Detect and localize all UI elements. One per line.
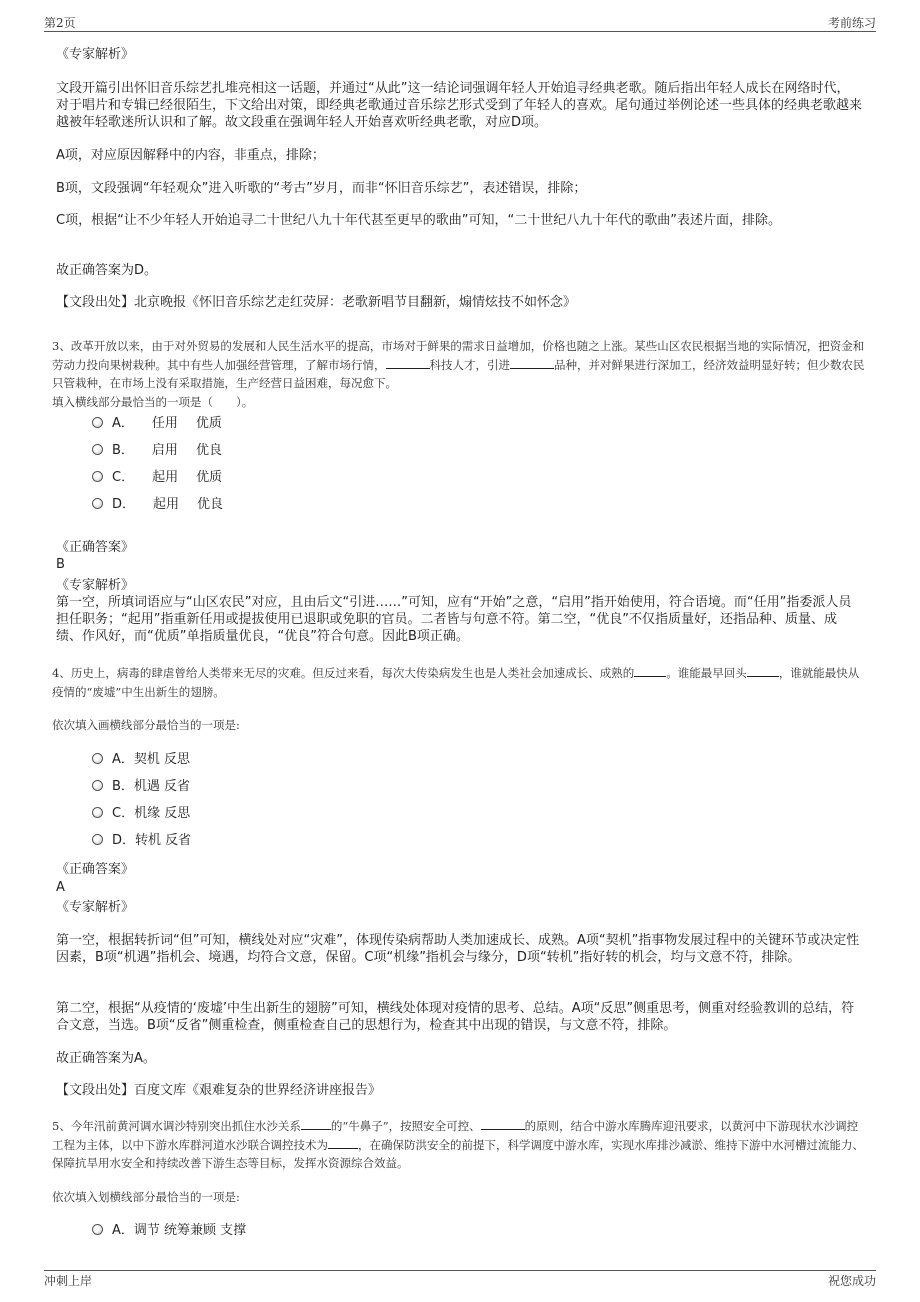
q2-source: 【文段出处】北京晚报《怀旧音乐综艺走红荧屏：老歌新唱节目翻新，煽情炫技不如怀念》	[56, 295, 577, 310]
q4-analysis-para1: 第一空，根据转折词“但”可知，横线处对应“灾难”，体现传染病帮助人类加速成长、成熟。A项“契机”指事物发展过程中的关键环节或决定性因素，B项“机遇”指机会、境遇，均符合文意，保留。C项“机缘”指机会与缘分，D项“转机”指好转的机会，均与文意不符，排除。	[56, 933, 860, 965]
q5-option-a[interactable]: A．调节 统筹兼顾 支撑	[92, 1222, 246, 1240]
q4-answer-heading: 《正确答案》	[56, 862, 135, 877]
radio-icon[interactable]	[92, 834, 103, 845]
radio-icon[interactable]	[92, 471, 103, 482]
q3-analysis: 第一空，所填词语应与“山区农民”对应，且由后文“引进……”可知，应有“开始”之意，“启用”指开始使用，符合语境。而“任用”指委派人员担任职务；“起用”指重新任用或提拔使用已退职或免职的官员。二者皆与句意不符。第二空，“优良”不仅指质量好，还指品种、质量、成绩、作风好，而“优质”单指质量优良，“优良”符合句意。因此B项正确。	[56, 595, 852, 644]
q4-option-d[interactable]: D．转机 反省	[92, 832, 191, 850]
q2-analysis-para2: A项，对应原因解释中的内容，非重点，排除；	[56, 148, 325, 163]
radio-icon[interactable]	[92, 1224, 103, 1235]
header-title: 考前练习	[827, 16, 876, 30]
radio-icon[interactable]	[92, 807, 103, 818]
q5-stem: 5、今年汛前黄河调水调沙特别突出抓住水沙关系 的“牛鼻子”，按照安全可控、 的原则，结合中游水库腾库迎汛要求，以黄河中下游现状水沙调控工程为主体，以中下游水库群河道水沙联合调控技术为 ，在确保防洪安全的前提下，科学调度中游水库，实现水库排沙减淤、维持下游中水河槽过流能力、保障抗旱用水安全和持续改善下游生态等目标，发挥水资源综合效益。	[52, 1119, 864, 1170]
q4-answer: A	[56, 880, 65, 895]
q3-option-d[interactable]: D． 起用 优良	[92, 496, 223, 514]
q3-option-a[interactable]: A． 任用 优质	[92, 415, 222, 433]
answer-blank	[328, 1136, 358, 1149]
q4-option-b[interactable]: B．机遇 反省	[92, 778, 190, 796]
footer-left: 冲刺上岸	[44, 1274, 93, 1288]
radio-icon[interactable]	[92, 417, 103, 428]
q3-option-c[interactable]: C． 起用 优质	[92, 469, 222, 487]
q3-analysis-heading: 《专家解析》	[56, 578, 135, 593]
answer-blank	[481, 1117, 525, 1130]
q4-source: 【文段出处】百度文库《艰难复杂的世界经济讲座报告》	[56, 1083, 382, 1098]
q2-analysis-para1: 文段开篇引出怀旧音乐综艺扎堆亮相这一话题，并通过“从此”这一结论词强调年轻人开始追寻经典老歌。随后指出年轻人成长在网络时代，对于唱片和专辑已经很陌生，下文给出对策，即经典老歌通过音乐综艺形式受到了年轻人的喜欢。尾句通过举例论述一些具体的经典老歌越来越被年轻歌迷所认识和了解。故文段重在强调年轻人开始喜欢听经典老歌，对应D项。	[56, 81, 863, 130]
radio-icon[interactable]	[92, 498, 103, 509]
radio-icon[interactable]	[92, 444, 103, 455]
q2-analysis-heading: 《专家解析》	[56, 47, 135, 62]
q2-analysis-para4: C项，根据“让不少年轻人开始追寻二十世纪八九十年代甚至更早的歌曲”可知，“二十世纪八九十年代的歌曲”表述片面，排除。	[56, 213, 782, 228]
q4-prompt: 依次填入画横线部分最恰当的一项是:	[52, 718, 240, 732]
radio-icon[interactable]	[92, 753, 103, 764]
q3-prompt: 填入横线部分最恰当的一项是（ ）。	[52, 395, 254, 409]
q3-answer: B	[56, 557, 65, 572]
answer-blank	[301, 1117, 331, 1130]
q3-option-b[interactable]: B． 启用 优良	[92, 442, 222, 460]
footer-right: 祝您成功	[827, 1274, 876, 1288]
answer-blank	[634, 664, 666, 677]
q4-analysis-conclusion: 故正确答案为A。	[56, 1051, 156, 1066]
q4-analysis-para2: 第二空，根据“从疫情的‘废墟’中生出新生的翅膀”可知，横线处体现对疫情的思考、总结。A项“反思”侧重思考，侧重对经验教训的总结，符合文意，当选。B项“反省”侧重检查，侧重检查自己的思想行为，检查其中出现的错误，与文意不符，排除。	[56, 1001, 855, 1033]
header-divider	[44, 31, 876, 32]
q4-option-a[interactable]: A．契机 反思	[92, 751, 190, 769]
q5-prompt: 依次填入划横线部分最恰当的一项是:	[52, 1190, 240, 1204]
answer-blank	[510, 356, 554, 369]
q2-analysis-para3: B项，文段强调“年轻观众”进入听歌的“考古”岁月，而非“怀旧音乐综艺”，表述错误，排除；	[56, 181, 587, 196]
q4-option-c[interactable]: C．机缘 反思	[92, 805, 190, 823]
page-header	[44, 14, 876, 30]
answer-blank	[386, 356, 430, 369]
q4-analysis-heading: 《专家解析》	[56, 900, 135, 915]
radio-icon[interactable]	[92, 780, 103, 791]
answer-blank	[747, 664, 779, 677]
q3-stem: 3、改革开放以来，由于对外贸易的发展和人民生活水平的提高，市场对于鲜果的需求日益增加，价格也随之上涨。某些山区农民根据当地的实际情况，把资金和劳动力投向果树栽种。其中有些人加强经营管理，了解市场行情， 科技人才，引进 品种，并对鲜果进行深加工，经济效益明显好转；但少数农民只管栽种，在市场上没有采取措施，生产经营日益困难，每况愈下。	[52, 339, 865, 390]
q2-analysis-conclusion: 故正确答案为D。	[56, 263, 158, 278]
page-number: 第2页	[44, 16, 76, 30]
footer-divider	[44, 1270, 876, 1271]
q3-answer-heading: 《正确答案》	[56, 540, 135, 555]
q4-stem: 4、历史上，病毒的肆虐曾给人类带来无尽的灾难。但反过来看，每次大传染病发生也是人类社会加速成长、成熟的 。谁能最早回头 ，谁就能最快从疫情的“废墟”中生出新生的翅膀。	[52, 666, 860, 699]
